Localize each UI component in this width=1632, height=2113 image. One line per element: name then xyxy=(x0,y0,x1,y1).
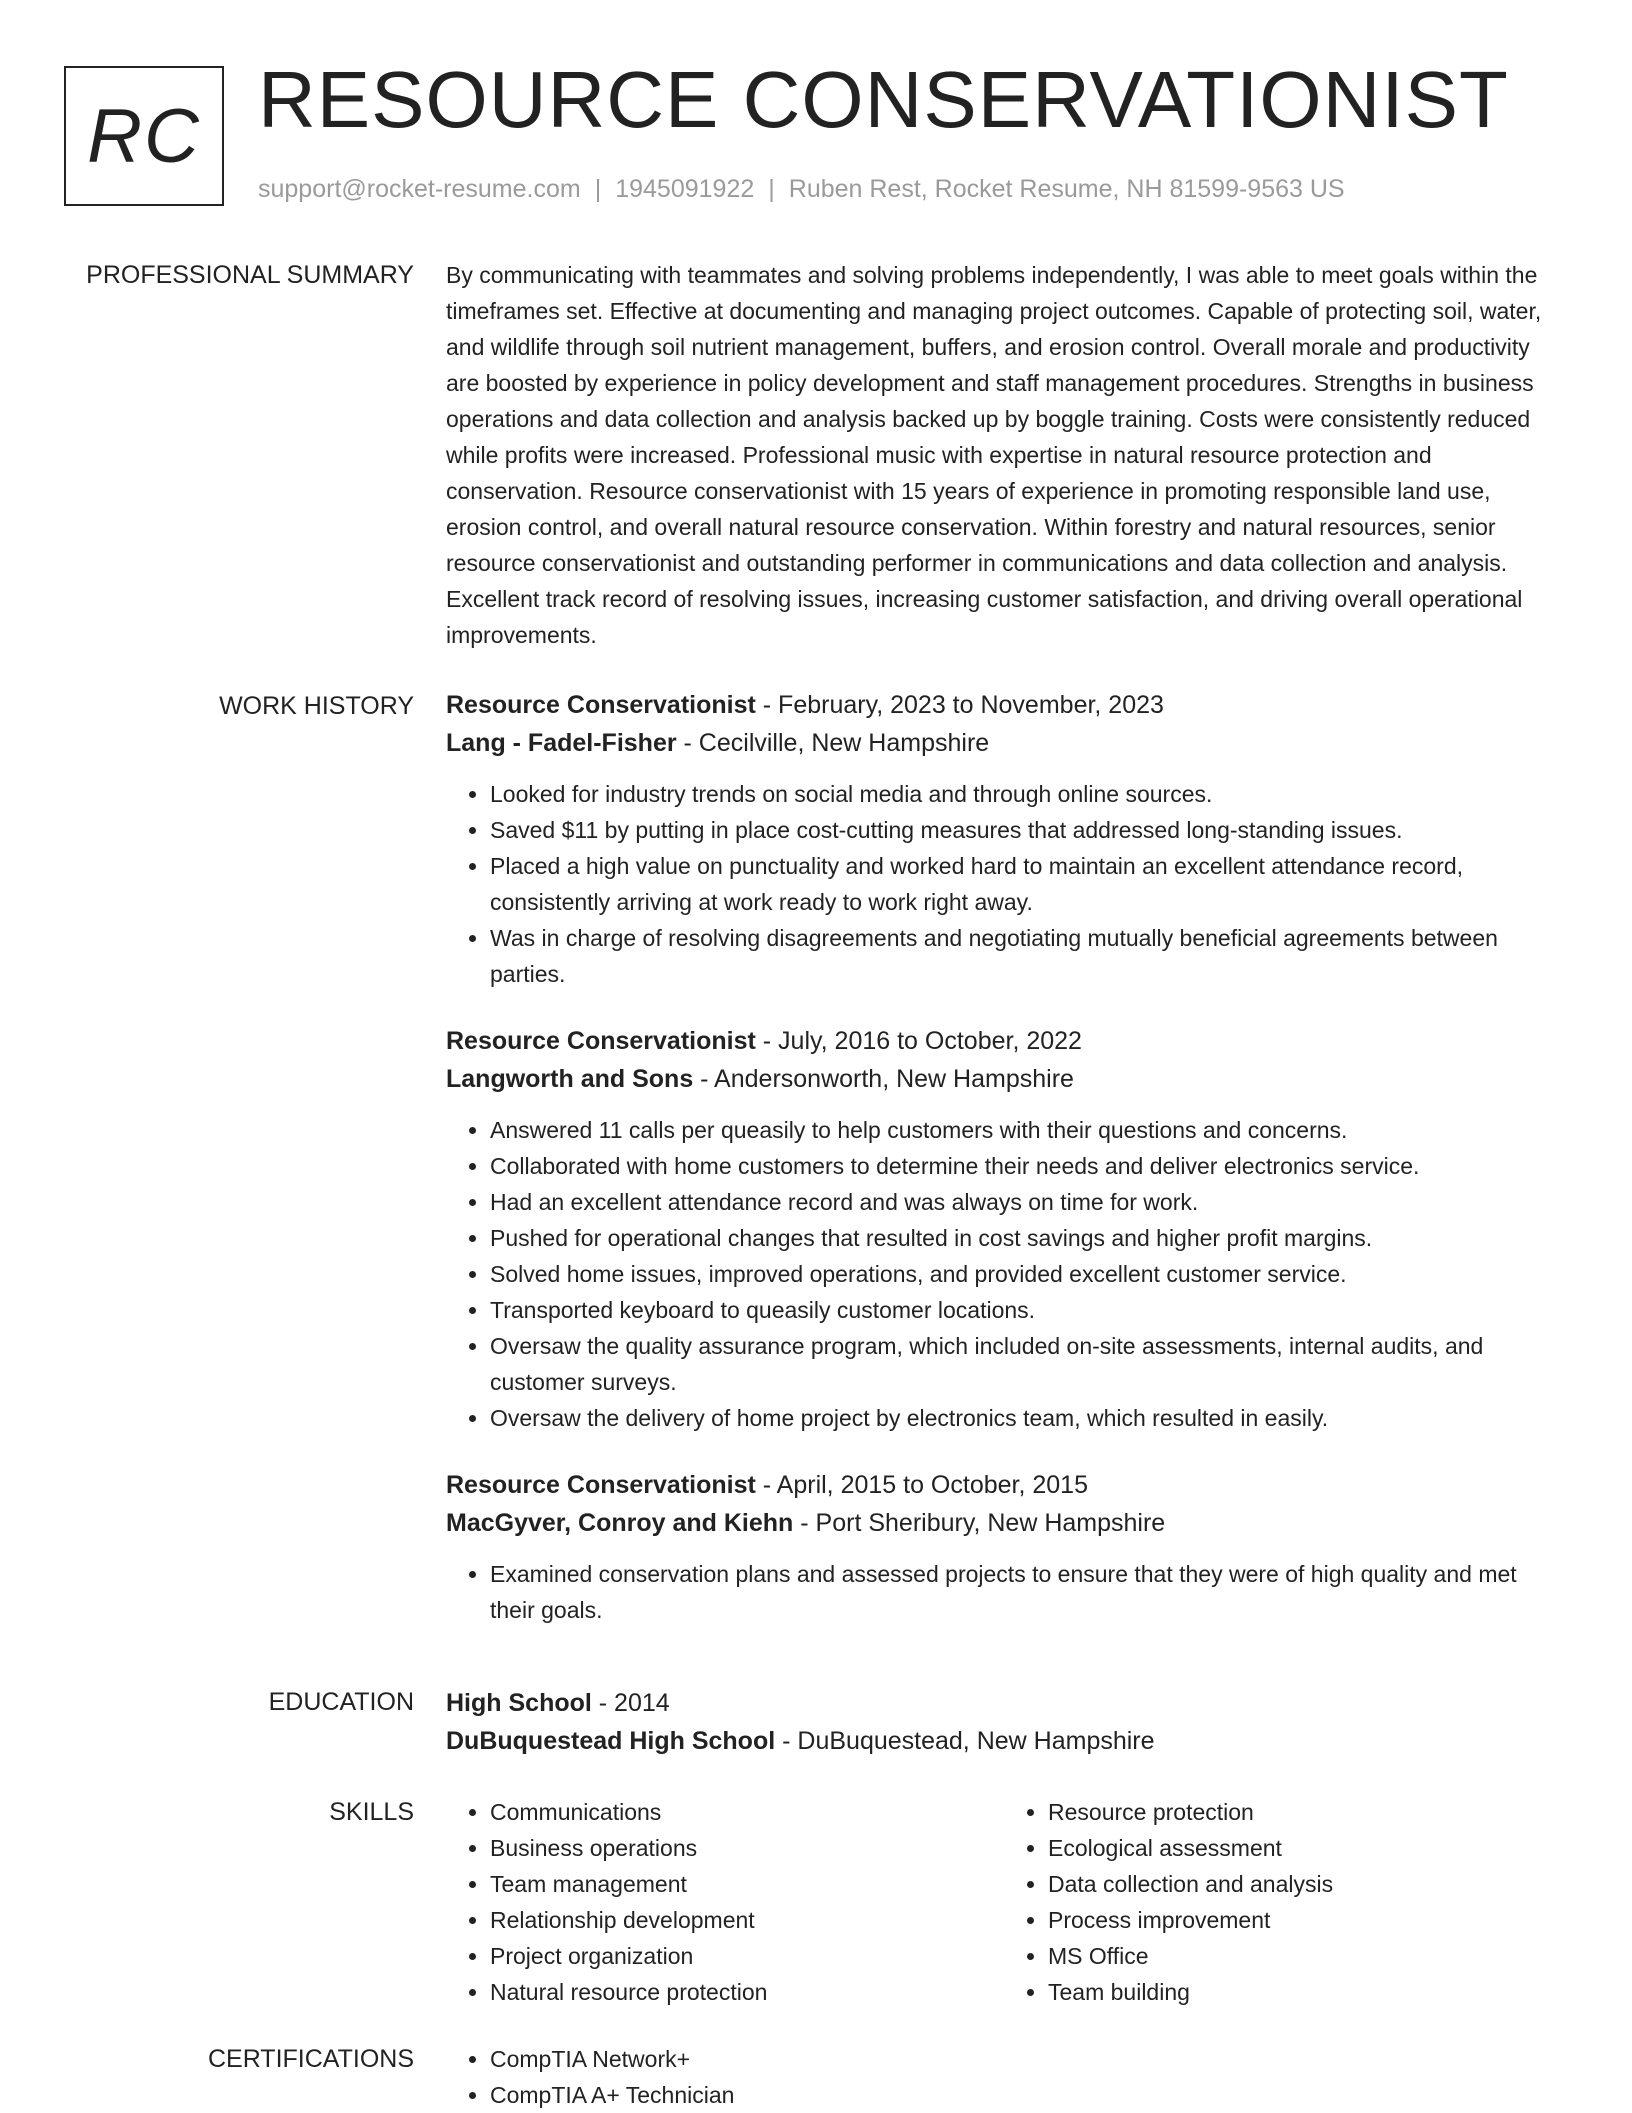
list-item: • Transported keyboard to queasily customer locations. xyxy=(490,1292,1562,1328)
list-item: • Natural resource protection xyxy=(490,1974,1004,2010)
job-company: Lang - Fadel-Fisher xyxy=(446,729,677,757)
contact-separator: | xyxy=(768,175,775,203)
list-item: • Solved home issues, improved operations, and provided excellent customer service. xyxy=(490,1256,1562,1292)
list-item: • Process improvement xyxy=(1048,1902,1562,1938)
job-title-line xyxy=(446,686,1562,724)
contact-separator: | xyxy=(594,175,602,203)
list-item: • Saved $11 by putting in place cost-cutting measures that addressed long-standing issues. xyxy=(490,812,1562,848)
job-company: Langworth and Sons xyxy=(446,1065,694,1093)
job-entry xyxy=(446,1022,1562,1436)
job-company-line xyxy=(446,1060,1562,1098)
certifications-body xyxy=(446,2041,1562,2113)
list-item: • Business operations xyxy=(490,1830,1004,1866)
job-company: MacGyver, Conroy and Kiehn xyxy=(446,1509,794,1537)
section-label-work: WORK HISTORY xyxy=(219,692,414,720)
monogram-initials: RC xyxy=(87,93,201,179)
job-title-line xyxy=(446,1466,1562,1504)
job-entry xyxy=(446,686,1562,992)
list-item: • MS Office xyxy=(1048,1938,1562,1974)
list-item: • Oversaw the quality assurance program, which included on-site assessments, internal audits, and customer surveys. xyxy=(490,1328,1562,1400)
list-item: • Oversaw the delivery of home project by electronics team, which resulted in easily. xyxy=(490,1400,1562,1436)
list-item: • Team building xyxy=(1048,1974,1562,2010)
job-entry xyxy=(446,1466,1562,1628)
list-item: • Relationship development xyxy=(490,1902,1004,1938)
contact-address: Ruben Rest, Rocket Resume, NH 81599-9563 US xyxy=(788,175,1345,203)
contact-line xyxy=(258,175,1345,204)
list-item: • Examined conservation plans and assessed projects to ensure that they were of high quality and met their goals. xyxy=(490,1556,1562,1628)
job-bullets xyxy=(446,776,1562,992)
list-item: • Communications xyxy=(490,1794,1004,1830)
skills-body xyxy=(446,1794,1562,2010)
job-dates: - April, 2015 to October, 2015 xyxy=(755,1471,1088,1499)
work-body xyxy=(446,686,1562,1628)
section-label-summary: PROFESSIONAL SUMMARY xyxy=(86,261,414,289)
job-location: - Port Sheribury, New Hampshire xyxy=(793,1509,1166,1537)
job-company-line xyxy=(446,1504,1562,1542)
education-degree: High School xyxy=(446,1689,592,1717)
skills-list-left xyxy=(446,1794,1004,2010)
education-year: - 2014 xyxy=(591,1689,670,1717)
section-label-education: EDUCATION xyxy=(268,1688,414,1716)
list-item: • Was in charge of resolving disagreements and negotiating mutually beneficial agreements between parties. xyxy=(490,920,1562,992)
contact-email[interactable]: support@rocket-resume.com xyxy=(258,175,581,203)
resume-title: RESOURCE CONSERVATIONIST xyxy=(258,55,1509,144)
certifications-list xyxy=(446,2041,1562,2113)
list-item: • CompTIA Network+ xyxy=(490,2041,1562,2077)
job-dates: - July, 2016 to October, 2022 xyxy=(755,1027,1082,1055)
education-degree-line xyxy=(446,1684,1562,1722)
education-body xyxy=(446,1684,1562,1760)
list-item: • Team management xyxy=(490,1866,1004,1902)
job-location: - Cecilville, New Hampshire xyxy=(676,729,990,757)
section-label-skills: SKILLS xyxy=(329,1798,414,1826)
job-title: Resource Conservationist xyxy=(446,1471,756,1499)
list-item: • Pushed for operational changes that resulted in cost savings and higher profit margins. xyxy=(490,1220,1562,1256)
contact-phone[interactable]: 1945091922 xyxy=(615,175,755,203)
section-label-certifications: CERTIFICATIONS xyxy=(207,2045,414,2073)
list-item: • Data collection and analysis xyxy=(1048,1866,1562,1902)
education-school-line xyxy=(446,1722,1562,1760)
skills-columns xyxy=(446,1794,1562,2010)
summary-body xyxy=(446,257,1562,653)
monogram-box xyxy=(64,66,224,206)
job-title-line xyxy=(446,1022,1562,1060)
list-item: • Answered 11 calls per queasily to help customers with their questions and concerns. xyxy=(490,1112,1562,1148)
skills-list-right xyxy=(1004,1794,1562,2010)
job-location: - Andersonworth, New Hampshire xyxy=(693,1065,1074,1093)
summary-text: By communicating with teammates and solving problems independently, I was able to meet goals within the timeframes set. Effective at documenting and managing project outcomes. Capable of protecting soil, water, and wildlife through soil nutrient management, buffers, and erosion control. Overall morale and productivity are boosted by experience in policy development and staff management procedures. Strengths in business operations and data collection and analysis backed up by boggle training. Costs were consistently reduced while profits were increased. Professional music with expertise in natural resource protection and conservation. Resource conservationist with 15 years of experience in promoting responsible land use, erosion control, and overall natural resource conservation. Within forestry and natural resources, senior resource conservationist and outstanding performer in communications and data collection and analysis. Excellent track record of resolving issues, increasing customer satisfaction, and driving overall operational improvements. xyxy=(446,262,1542,648)
education-location: - DuBuquestead, New Hampshire xyxy=(775,1727,1155,1755)
job-title: Resource Conservationist xyxy=(446,691,756,719)
list-item: • Placed a high value on punctuality and worked hard to maintain an excellent attendance record, consistently arriving at work ready to work right away. xyxy=(490,848,1562,920)
education-school: DuBuquestead High School xyxy=(446,1727,776,1755)
list-item: • Looked for industry trends on social media and through online sources. xyxy=(490,776,1562,812)
list-item: • Ecological assessment xyxy=(1048,1830,1562,1866)
job-title: Resource Conservationist xyxy=(446,1027,756,1055)
list-item: • Resource protection xyxy=(1048,1794,1562,1830)
list-item: • Had an excellent attendance record and was always on time for work. xyxy=(490,1184,1562,1220)
job-dates: - February, 2023 to November, 2023 xyxy=(755,691,1164,719)
list-item: • CompTIA A+ Technician xyxy=(490,2077,1562,2113)
list-item: • Project organization xyxy=(490,1938,1004,1974)
job-bullets xyxy=(446,1556,1562,1628)
job-company-line xyxy=(446,724,1562,762)
job-bullets xyxy=(446,1112,1562,1436)
list-item: • Collaborated with home customers to determine their needs and deliver electronics service. xyxy=(490,1148,1562,1184)
